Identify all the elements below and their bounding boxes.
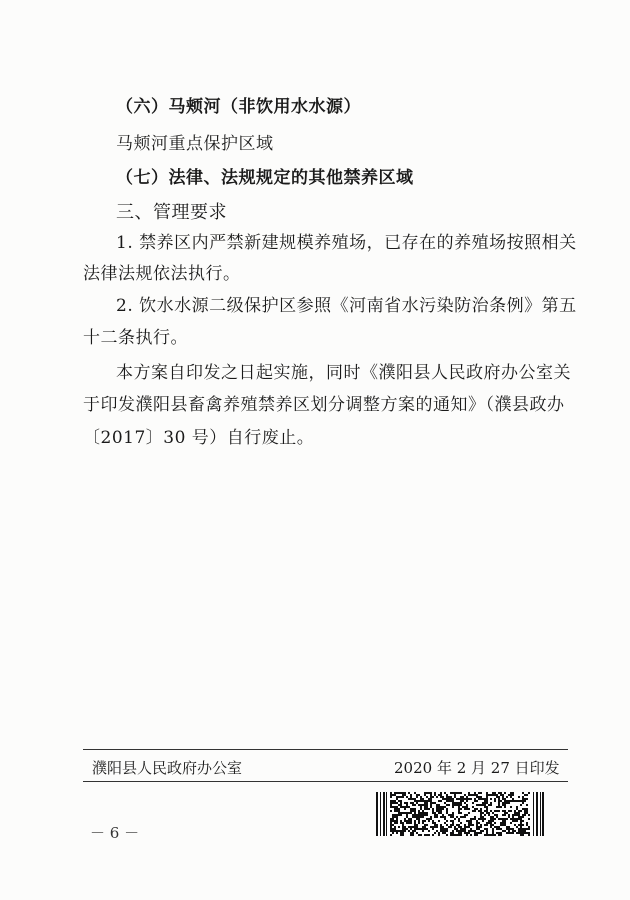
- closing-line1: 本方案自印发之日起实施，同时《濮阳县人民政府办公室关: [116, 363, 571, 383]
- req2-line1: 2. 饮水水源二级保护区参照《河南省水污染防治条例》第五: [116, 296, 577, 316]
- closing-line2: 于印发濮阳县畜禽养殖禁养区划分调整方案的通知》（濮县政办: [83, 395, 565, 415]
- page-number: － 6 －: [90, 824, 140, 842]
- req2-line2: 十二条执行。: [83, 328, 188, 348]
- heading-7: （七）法律、法规规定的其他禁养区域: [116, 168, 414, 188]
- closing-line3: 〔2017〕30 号）自行废止。: [83, 428, 315, 448]
- footer-date: 2020 年 2 月 27 日印发: [394, 759, 560, 777]
- heading-6: （六）马颊河（非饮用水水源）: [116, 97, 361, 117]
- footer-issuer: 濮阳县人民政府办公室: [92, 759, 243, 777]
- footer-top-rule: [83, 749, 568, 750]
- footer-bottom-rule: [83, 781, 568, 782]
- req1-line2: 法律法规依法执行。: [83, 264, 241, 284]
- item-6: 马颊河重点保护区域: [116, 134, 274, 154]
- document-barcode: [376, 792, 544, 836]
- section-3-title: 三、管理要求: [116, 202, 227, 223]
- req1-line1: 1. 禁养区内严禁新建规模养殖场，已存在的养殖场按照相关: [116, 233, 577, 253]
